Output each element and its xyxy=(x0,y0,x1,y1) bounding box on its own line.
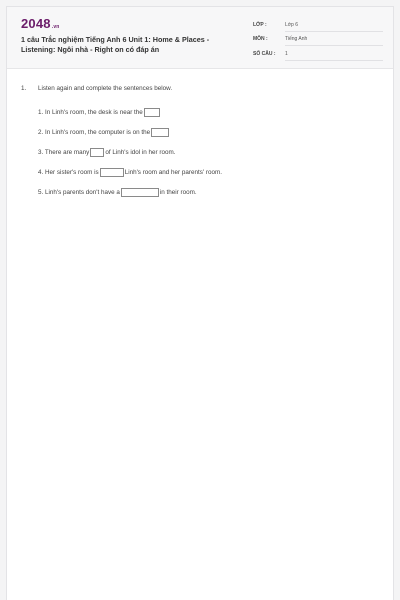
sentence-list xyxy=(21,102,381,202)
meta-question-count xyxy=(253,47,383,61)
sentence-text-before: 3. There are many xyxy=(38,148,90,156)
answer-blank[interactable] xyxy=(144,108,160,117)
meta-subject-value: Tiếng Anh xyxy=(285,32,383,46)
question-number: 1. xyxy=(21,85,27,92)
sentence-text-before: 5. Linh's parents don't have a xyxy=(38,188,120,196)
document-header xyxy=(7,7,393,69)
sentence-text-after: of Linh's idol in her room. xyxy=(105,148,176,156)
meta-grade-value: Lớp 6 xyxy=(285,18,383,32)
sentence-item xyxy=(38,162,381,182)
sentence-text-before: 4. Her sister's room is xyxy=(38,168,99,176)
sentence-item xyxy=(38,102,381,122)
question-instruction: Listen again and complete the sentences below. xyxy=(38,85,173,92)
meta-subject xyxy=(253,32,383,46)
document-title: 1 câu Trắc nghiệm Tiếng Anh 6 Unit 1: Home & Places - Listening: Ngôi nhà - Right on có đáp án xyxy=(21,35,210,54)
site-logo[interactable]: 2048.vn xyxy=(21,16,60,31)
answer-blank[interactable] xyxy=(100,168,124,177)
meta-grade-label: LỚP : xyxy=(253,22,267,28)
meta-count-label: SỐ CÂU : xyxy=(253,51,276,57)
sentence-item xyxy=(38,182,381,202)
meta-count-value: 1 xyxy=(285,47,383,61)
question-header xyxy=(21,85,381,92)
answer-blank[interactable] xyxy=(151,128,169,137)
sentence-text-after: Linh's room and her parents' room. xyxy=(124,168,222,176)
sentence-text-before: 1. In Linh's room, the desk is near the xyxy=(38,108,143,116)
meta-grade xyxy=(253,18,383,32)
sentence-item xyxy=(38,142,381,162)
document-page xyxy=(6,6,394,600)
meta-subject-label: MÔN : xyxy=(253,36,268,42)
sentence-text-after: in their room. xyxy=(159,188,197,196)
answer-blank[interactable] xyxy=(90,148,104,157)
sentence-text-before: 2. In Linh's room, the computer is on the xyxy=(38,128,151,136)
answer-blank[interactable] xyxy=(121,188,159,197)
sentence-item xyxy=(38,122,381,142)
question-block xyxy=(21,85,381,202)
